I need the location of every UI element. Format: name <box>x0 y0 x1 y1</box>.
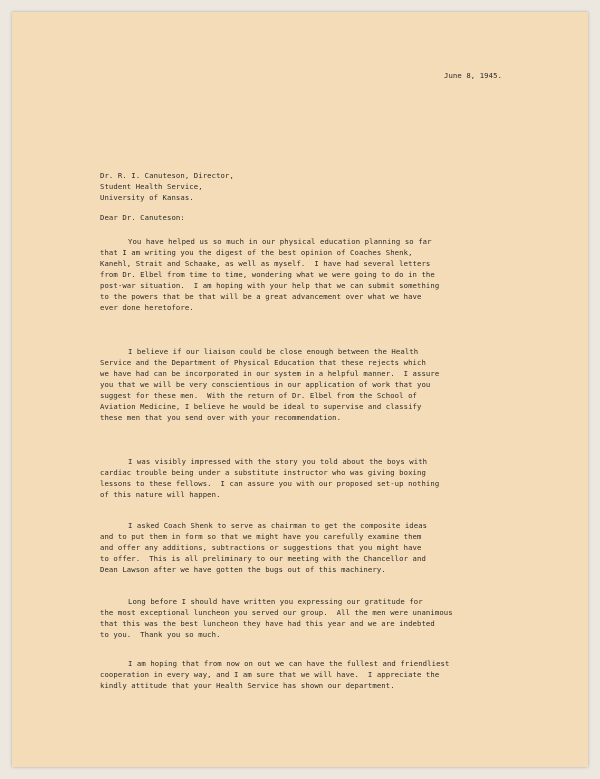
paragraph-line: you that we will be very conscientious in our application of work that you <box>100 380 431 389</box>
paragraph-line: that this was the best luncheon they have had this year and we are indebted <box>100 619 435 628</box>
paragraph-line: I believe if our liaison could be close enough between the Health <box>128 347 419 356</box>
paragraph-line: Long before I should have written you expressing our gratitude for <box>128 597 423 606</box>
paragraph-line: I am hoping that from now on out we can have the fullest and friendliest <box>128 659 450 668</box>
paragraph-4 <box>100 520 555 575</box>
paragraph-line: from Dr. Elbel from time to time, wondering what we were going to do in the <box>100 270 435 279</box>
paragraph-line: I asked Coach Shenk to serve as chairman to get the composite ideas <box>128 521 428 530</box>
address-line: Dr. R. I. Canuteson, Director, <box>100 171 234 180</box>
paragraph-1 <box>100 236 555 313</box>
paragraph-line: Dean Lawson after we have gotten the bugs out of this machinery. <box>100 565 386 574</box>
paragraph-line: cooperation in every way, and I am sure that we will have. I appreciate the <box>100 670 440 679</box>
paragraph-line: I was visibly impressed with the story you told about the boys with <box>128 457 428 466</box>
paragraph-line: You have helped us so much in our physical education planning so far <box>128 237 432 246</box>
paragraph-line: and to put them in form so that we might have you carefully examine them <box>100 532 422 541</box>
paragraph-line: these men that you send over with your recommendation. <box>100 413 342 422</box>
paragraph-line: to you. Thank you so much. <box>100 630 221 639</box>
paragraph-line: suggest for these men. With the return of Dr. Elbel from the School of <box>100 391 418 400</box>
recipient-address <box>100 170 234 203</box>
paragraph-line: we have had can be incorporated in our system in a helpful manner. I assure <box>100 369 440 378</box>
paragraph-line: cardiac trouble being under a substitute instructor who was giving boxing <box>100 468 426 477</box>
paragraph-2 <box>100 346 555 423</box>
letter-body <box>12 12 588 767</box>
paragraph-line: Aviation Medicine, I believe he would be ideal to supervise and classify <box>100 402 422 411</box>
paragraph-6 <box>100 658 555 691</box>
address-line: University of Kansas. <box>100 193 194 202</box>
address-line: Student Health Service, <box>100 182 203 191</box>
paragraph-line: kindly attitude that your Health Service has shown our department. <box>100 681 395 690</box>
paragraph-line: that I am writing you the digest of the best opinion of Coaches Shenk, <box>100 248 413 257</box>
paragraph-line: to the powers that be that will be a great advancement over what we have <box>100 292 422 301</box>
letter-page <box>12 12 588 767</box>
paragraph-3 <box>100 456 555 500</box>
paragraph-line: Service and the Department of Physical Education that these rejects which <box>100 358 426 367</box>
letter-date: June 8, 1945. <box>444 71 503 80</box>
paragraph-line: post-war situation. I am hoping with your help that we can submit something <box>100 281 440 290</box>
paragraph-line: and offer any additions, subtractions or suggestions that you might have <box>100 543 422 552</box>
salutation: Dear Dr. Canuteson: <box>100 213 185 222</box>
paragraph-line: the most exceptional luncheon you served our group. All the men were unanimous <box>100 608 453 617</box>
paragraph-line: Kanehl, Strait and Schaake, as well as myself. I have had several letters <box>100 259 431 268</box>
paragraph-line: to offer. This is all preliminary to our meeting with the Chancellor and <box>100 554 426 563</box>
paragraph-line: lessons to these fellows. I can assure you with our proposed set-up nothing <box>100 479 440 488</box>
paragraph-5 <box>100 596 555 640</box>
paragraph-line: of this nature will happen. <box>100 490 221 499</box>
paragraph-line: ever done heretofore. <box>100 303 194 312</box>
